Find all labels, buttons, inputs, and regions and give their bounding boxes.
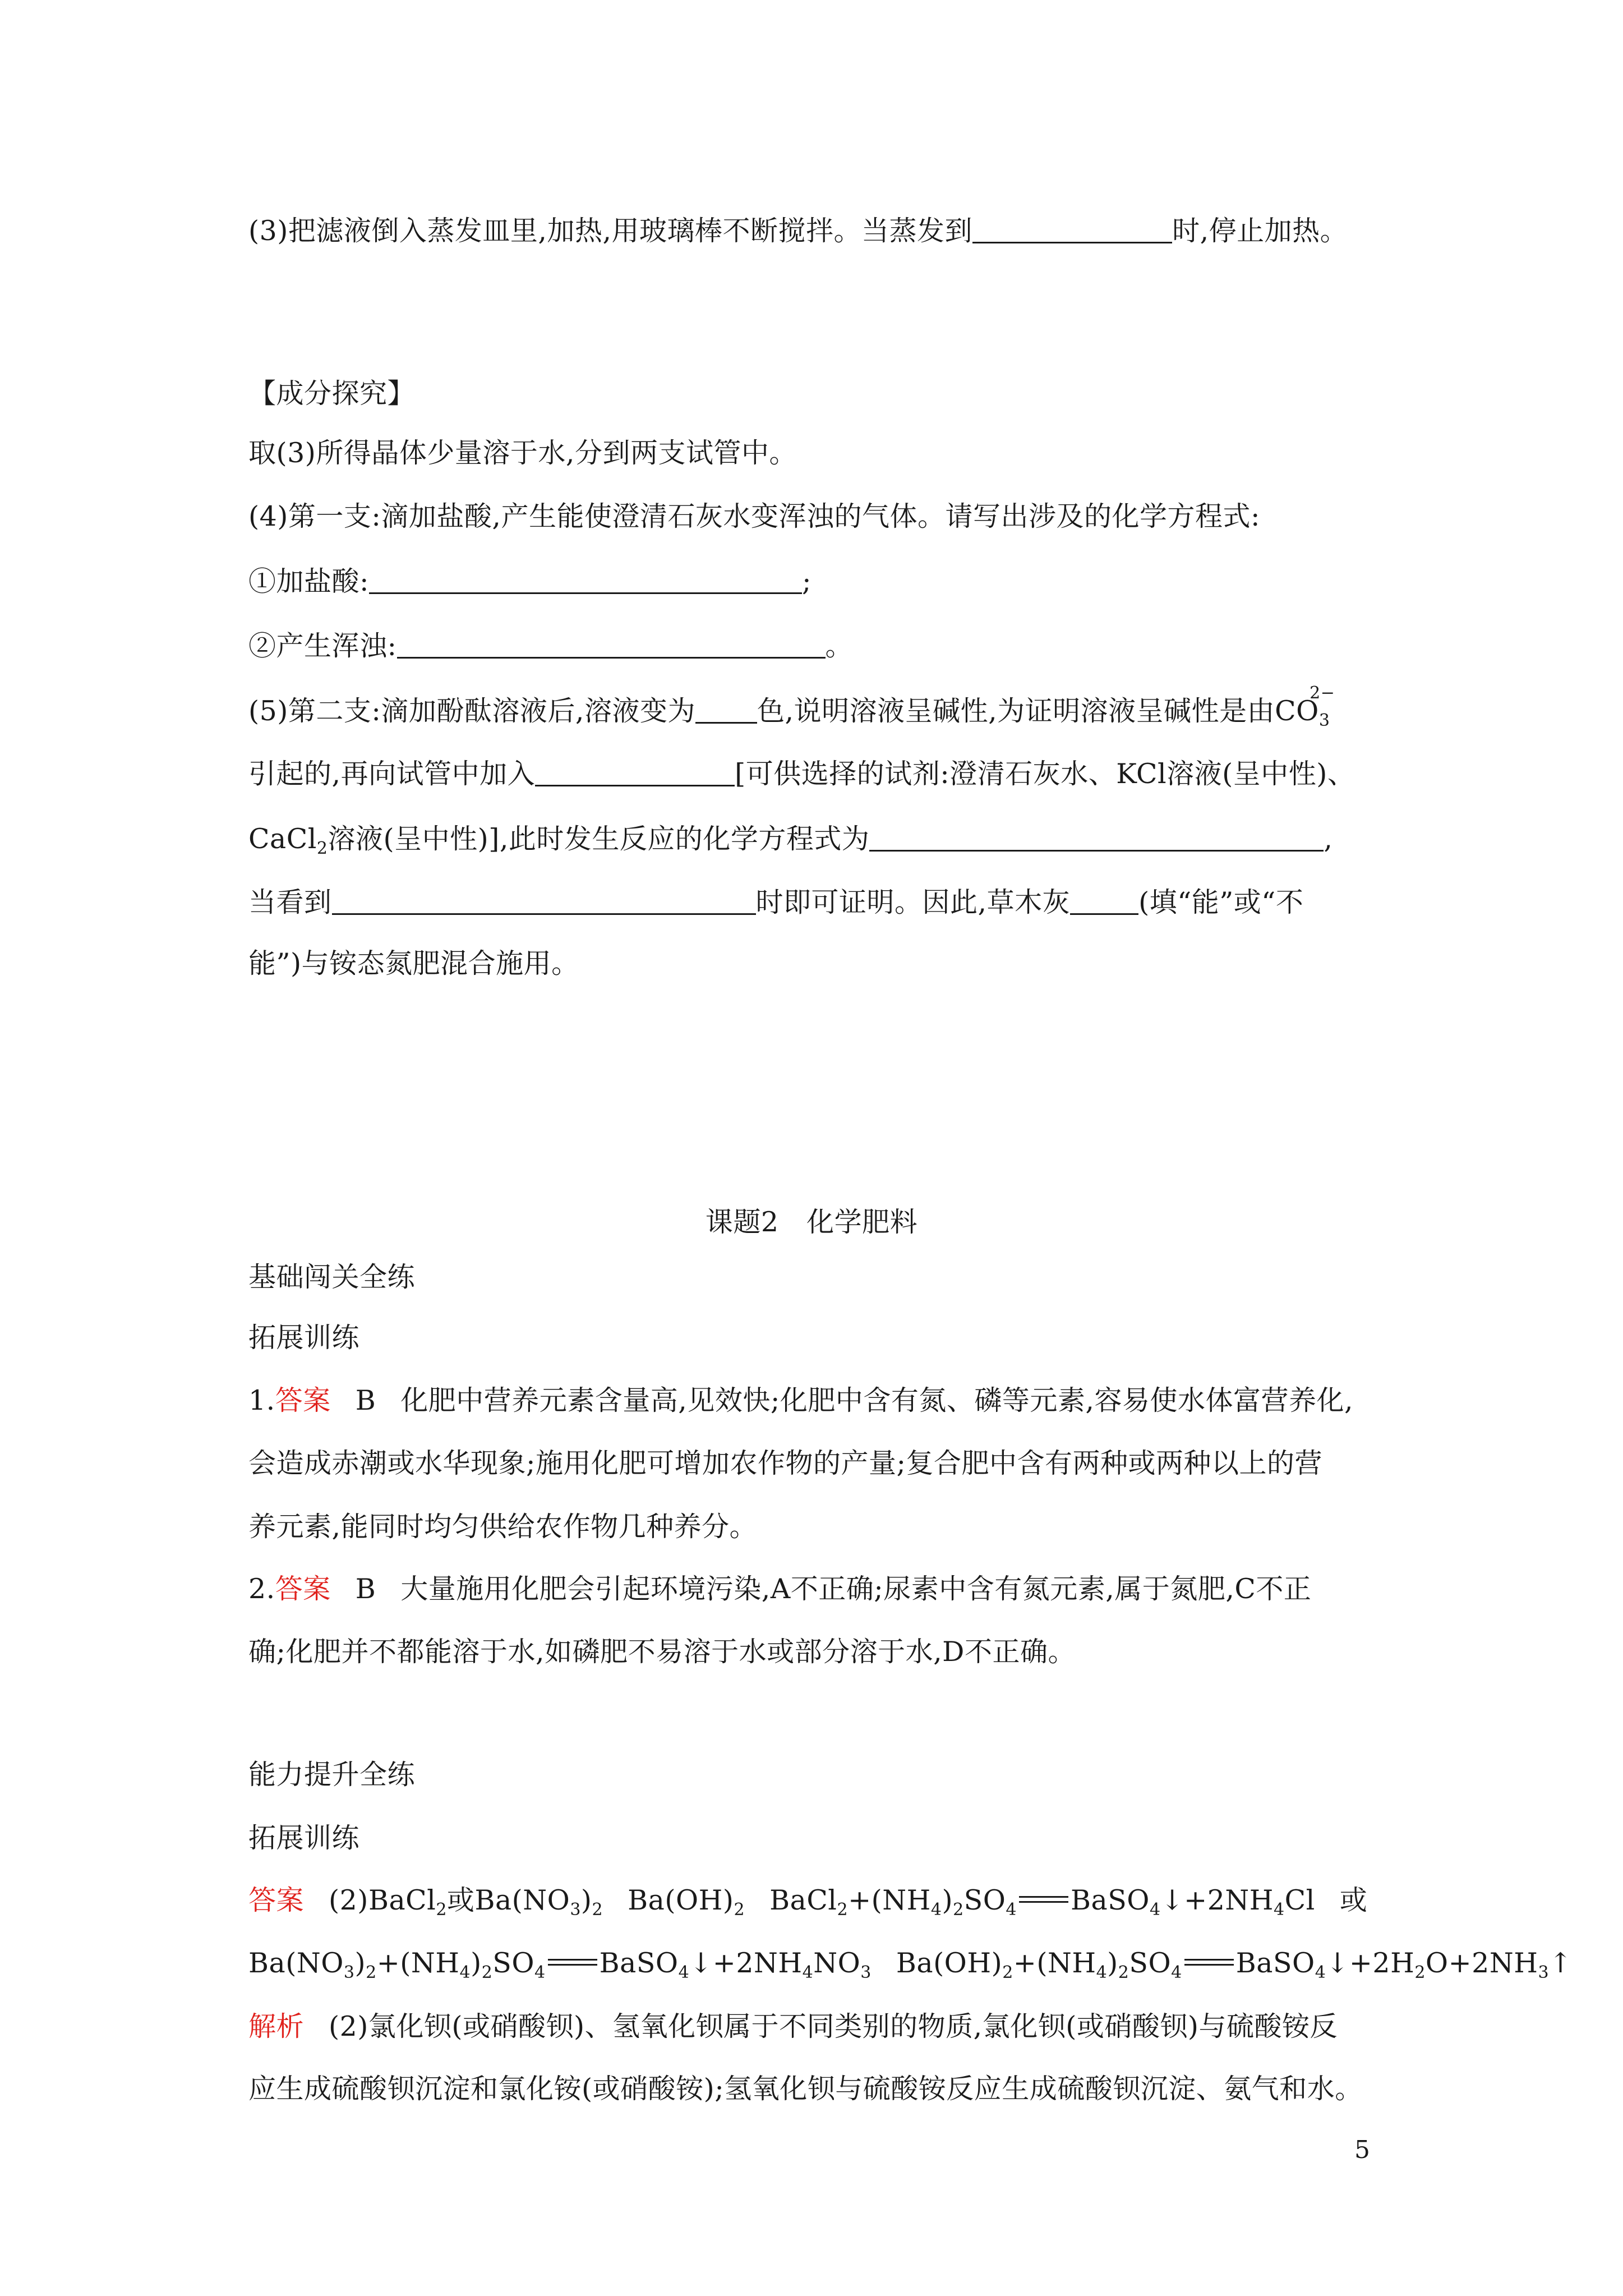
question-5-line2 bbox=[248, 756, 1355, 792]
carbonate-ion: $CO_3$ 2− bbox=[1275, 683, 1335, 730]
answer-2-text: 大量施用化肥会引起环境污染,A不正确;尿素中含有氮元素,属于氮肥,C不正 bbox=[400, 1573, 1312, 1605]
explanation-text: (2)氯化钡(或硝酸钡)、氢氧化钡属于不同类别的物质,氯化钡(或硝酸钡)与硫酸铵反 bbox=[329, 2010, 1338, 2042]
answer-choice: B bbox=[355, 1384, 376, 1416]
question-5-line5: 能”)与铵态氮肥混合施用。 bbox=[248, 947, 579, 979]
answer-2-line1 bbox=[248, 1571, 1311, 1607]
blank-color[interactable] bbox=[695, 695, 757, 724]
q3-text-end: 时,停止加热。 bbox=[1172, 215, 1348, 247]
q5-line2-b: [可供选择的试剂:澄清石灰水、KCl溶液(呈中性)、 bbox=[735, 758, 1355, 790]
answer-choice: B bbox=[355, 1573, 376, 1605]
q5-line4-a: 当看到 bbox=[248, 886, 332, 918]
formula-bacl2: BaCl$_2$ bbox=[368, 1884, 447, 1920]
answer-tag: 答案 bbox=[248, 1884, 305, 1916]
equation-2: $Ba(NO_3)_2+(NH_4)_2SO_4$ $BaSO_4↓+2NH_4NO_3$ bbox=[248, 1947, 872, 1982]
cacl-sub: 2 bbox=[316, 839, 328, 858]
q5-line3-b: 溶液(呈中性)],此时发生反应的化学方程式为 bbox=[328, 823, 870, 855]
ability-section-heading: 能力提升全练 bbox=[248, 1759, 416, 1791]
topic-title: 课题2 化学肥料 bbox=[705, 1206, 918, 1238]
section-heading: 【成分探究】 bbox=[248, 378, 416, 409]
answer-1-text: 化肥中营养元素含量高,见效快;化肥中含有氮、磷等元素,容易使水体富营养化, bbox=[400, 1384, 1354, 1416]
blank-hcl-equation[interactable] bbox=[369, 565, 802, 594]
equation-1: $BaCl_2+(NH_4)_2SO_4$ $BaSO_4↓+2NH_4Cl$ bbox=[769, 1884, 1315, 1920]
answer-3-line1 bbox=[248, 1883, 1367, 1918]
q4-2-label: ②产生浑浊: bbox=[248, 630, 397, 662]
extension-heading-2: 拓展训练 bbox=[248, 1822, 360, 1854]
q4-1-end: ; bbox=[802, 565, 812, 597]
question-3 bbox=[248, 213, 1348, 249]
blank-can-or-not[interactable] bbox=[1070, 886, 1138, 915]
answer-2-line2: 确;化肥并不都能溶于水,如磷肥不易溶于水或部分溶于水,D不正确。 bbox=[248, 1636, 1076, 1668]
q5-line4-c: (填“能”或“不 bbox=[1138, 886, 1304, 918]
question-5-line3 bbox=[248, 821, 1332, 857]
question-5-line4 bbox=[248, 885, 1303, 921]
explanation-line2: 应生成硫酸钡沉淀和氯化铵(或硝酸铵);氢氧化钡与硫酸铵反应生成硫酸钡沉淀、氨气和水。 bbox=[248, 2073, 1363, 2105]
intro-text: 取(3)所得晶体少量溶于水,分到两支试管中。 bbox=[248, 437, 797, 469]
answer-2-number: 2. bbox=[248, 1573, 275, 1605]
equation-3: $Ba(OH)_2+(NH_4)_2SO_4$ $BaSO_4↓+2H_2O+2NH_3↑$ bbox=[896, 1947, 1573, 1982]
explanation-tag: 解析 bbox=[248, 2010, 305, 2042]
cacl-formula: CaCl bbox=[248, 823, 317, 855]
or-text: 或 bbox=[446, 1884, 475, 1916]
answer-1-line3: 养元素,能同时均匀供给农作物几种养分。 bbox=[248, 1511, 758, 1543]
answer-1-line2: 会造成赤潮或水华现象;施用化肥可增加农作物的产量;复合肥中含有两种或两种以上的营 bbox=[248, 1447, 1323, 1479]
extension-heading-1: 拓展训练 bbox=[248, 1322, 360, 1354]
blank-reaction-equation[interactable] bbox=[869, 823, 1324, 852]
formula-ba-no3-2: $Ba(NO_3)_2$ bbox=[474, 1884, 603, 1920]
q5-text-b: 色,说明溶液呈碱性,为证明溶液呈碱性是由 bbox=[757, 695, 1275, 727]
answer-tag: 答案 bbox=[275, 1573, 331, 1605]
q5-line3-end: , bbox=[1324, 823, 1333, 855]
q5-line2-a: 引起的,再向试管中加入 bbox=[248, 758, 536, 790]
q5-line4-b: 时即可证明。因此,草木灰 bbox=[755, 886, 1071, 918]
answer-3-number: (2) bbox=[329, 1884, 368, 1916]
q5-text-a: (5)第二支:滴加酚酞溶液后,溶液变为 bbox=[248, 695, 695, 727]
or-text: 或 bbox=[1339, 1884, 1368, 1916]
formula-ba-oh-2: $Ba(OH)_2$ bbox=[628, 1884, 745, 1920]
blank-turbid-equation[interactable] bbox=[397, 630, 826, 659]
q3-text: (3)把滤液倒入蒸发皿里,加热,用玻璃棒不断搅拌。当蒸发到 bbox=[248, 215, 973, 247]
ion-symbol: CO bbox=[1275, 695, 1319, 727]
question-4-1 bbox=[248, 564, 811, 600]
basic-section-heading: 基础闯关全练 bbox=[248, 1261, 416, 1293]
answer-3-line2 bbox=[248, 1945, 1573, 1981]
ion-sub: 3 bbox=[1318, 711, 1330, 730]
explanation-line1 bbox=[248, 2009, 1338, 2045]
blank-observation[interactable] bbox=[332, 886, 756, 915]
answer-tag: 答案 bbox=[275, 1384, 331, 1416]
question-4: (4)第一支:滴加盐酸,产生能使澄清石灰水变浑浊的气体。请写出涉及的化学方程式: bbox=[248, 500, 1261, 532]
blank-evaporate[interactable] bbox=[972, 215, 1172, 243]
q4-2-end: 。 bbox=[825, 630, 854, 662]
blank-reagent[interactable] bbox=[535, 758, 735, 786]
answer-1-number: 1. bbox=[248, 1384, 275, 1416]
question-5-line1 bbox=[248, 683, 1335, 730]
page-number: 5 bbox=[1354, 2136, 1370, 2164]
q4-1-label: ①加盐酸: bbox=[248, 565, 370, 597]
answer-1-line1 bbox=[248, 1383, 1353, 1419]
question-4-2 bbox=[248, 628, 853, 664]
